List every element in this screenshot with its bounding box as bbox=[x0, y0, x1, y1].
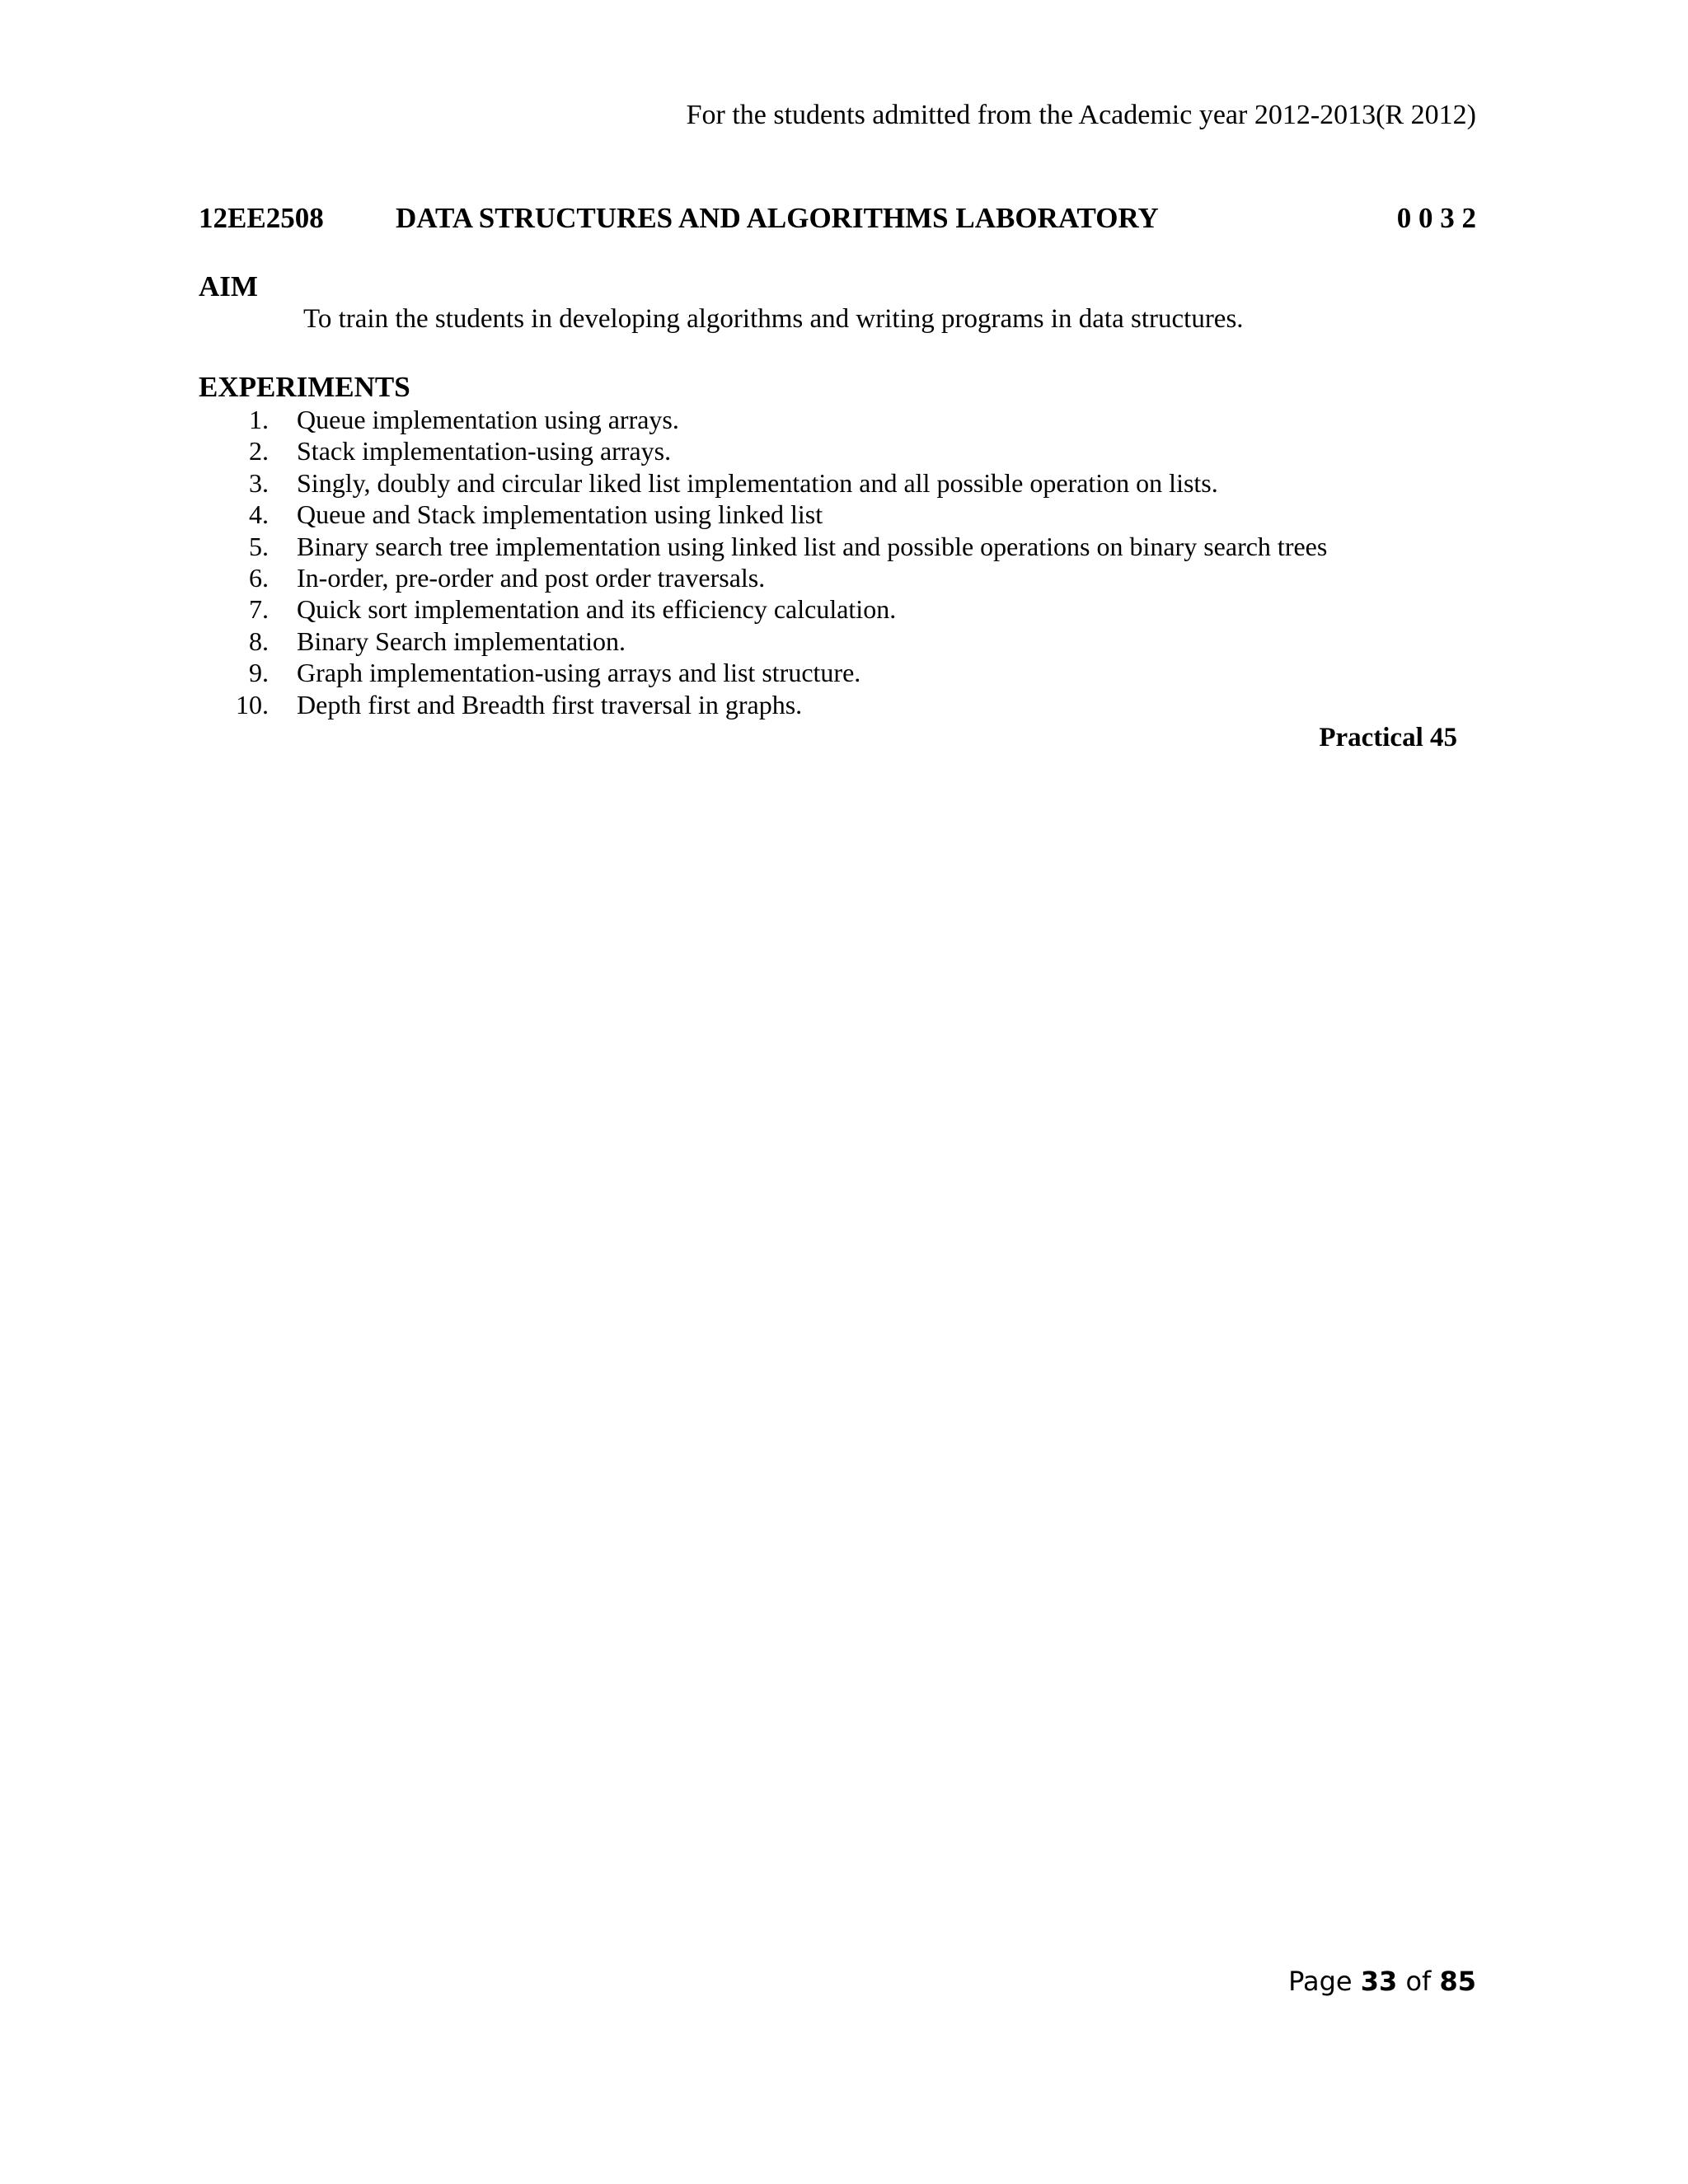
list-item-text: Quick sort implementation and its efficiency calculation. bbox=[297, 594, 897, 625]
list-item-number: 4. bbox=[249, 499, 269, 530]
course-credits: 0 0 3 2 bbox=[1396, 202, 1476, 234]
page-of: of bbox=[1405, 1966, 1432, 1997]
page-total: 85 bbox=[1439, 1966, 1476, 1997]
list-item-number: 8. bbox=[249, 626, 269, 656]
page-label: Page bbox=[1288, 1966, 1353, 1997]
practical-hours: Practical 45 bbox=[1319, 723, 1457, 752]
list-item-number: 6. bbox=[249, 562, 269, 593]
page-current: 33 bbox=[1360, 1966, 1398, 1997]
course-title: DATA STRUCTURES AND ALGORITHMS LABORATORY bbox=[396, 202, 1159, 234]
list-item-text: Depth first and Breadth first traversal in graphs. bbox=[297, 689, 803, 719]
list-item-text: In-order, pre-order and post order traversals. bbox=[297, 562, 766, 593]
aim-text: To train the students in developing algorithms and writing programs in data structures. bbox=[303, 304, 1244, 334]
page-number bbox=[1288, 1963, 1476, 1999]
list-item-text: Queue and Stack implementation using linked list bbox=[297, 499, 823, 530]
list-item-number: 9. bbox=[249, 658, 269, 688]
experiments-heading: EXPERIMENTS bbox=[199, 371, 410, 403]
course-code: 12EE2508 bbox=[199, 202, 324, 234]
aim-heading: AIM bbox=[199, 270, 258, 302]
list-item-text: Queue implementation using arrays. bbox=[297, 405, 679, 434]
list-item-number: 2. bbox=[249, 436, 269, 466]
list-item-number: 1. bbox=[249, 405, 269, 434]
list-item-text: Graph implementation-using arrays and list structure. bbox=[297, 658, 861, 688]
course-header bbox=[199, 199, 1476, 238]
list-item-number: 10. bbox=[236, 689, 269, 719]
list-item-text: Binary Search implementation. bbox=[297, 626, 626, 656]
list-item-text: Singly, doubly and circular liked list implementation and all possible operation on lists. bbox=[297, 467, 1218, 498]
list-item-number: 5. bbox=[249, 531, 269, 561]
list-item-number: 3. bbox=[249, 467, 269, 498]
regulation-note: For the students admitted from the Academic year 2012-2013(R 2012) bbox=[686, 100, 1476, 130]
list-item-text: Stack implementation-using arrays. bbox=[297, 436, 672, 466]
list-item-text: Binary search tree implementation using linked list and possible operations on binary search trees bbox=[297, 531, 1328, 561]
list-item-number: 7. bbox=[249, 594, 269, 625]
